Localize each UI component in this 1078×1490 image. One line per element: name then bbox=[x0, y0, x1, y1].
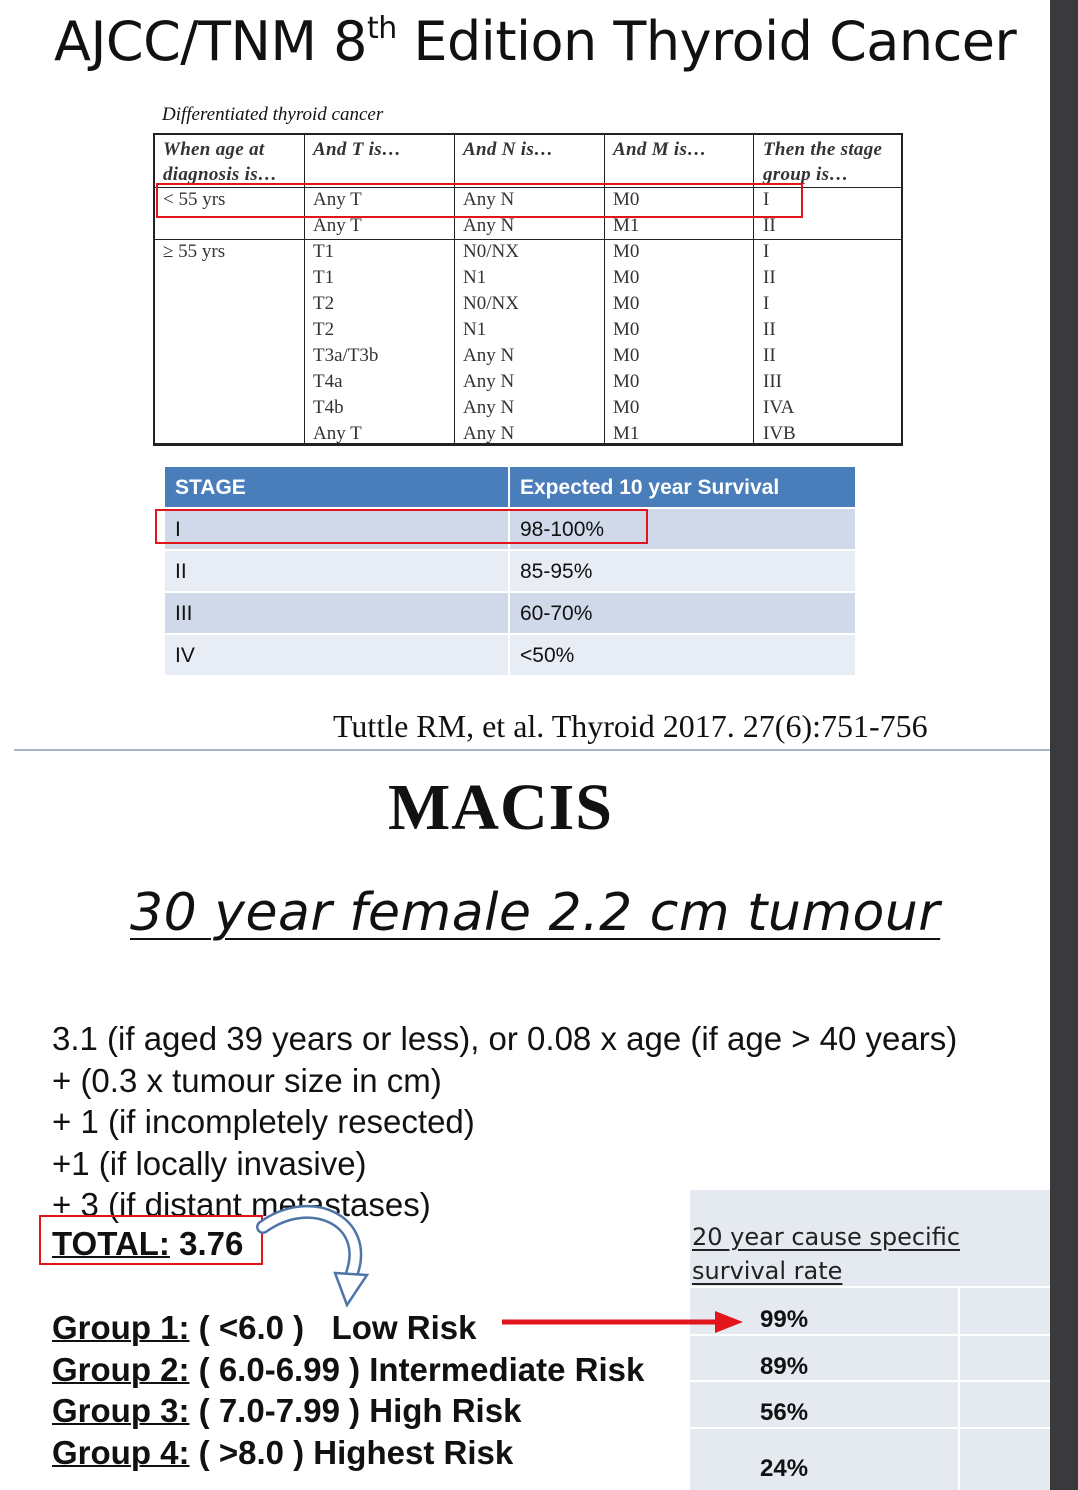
survival-stage-cell: IV bbox=[165, 635, 508, 675]
survival-rate-value: 99% bbox=[760, 1306, 809, 1333]
curved-arrow-icon bbox=[255, 1195, 375, 1315]
survival-rate-value: 24% bbox=[760, 1455, 809, 1482]
tnm-cell: N1 bbox=[463, 319, 487, 340]
tnm-cell: M1 bbox=[613, 423, 640, 444]
tnm-header-age: When age at diagnosis is… bbox=[163, 139, 278, 185]
table-row bbox=[165, 635, 855, 677]
survival-stage-cell: III bbox=[165, 593, 508, 633]
risk-group-2: Group 2: ( 6.0-6.99 ) Intermediate Risk bbox=[52, 1350, 645, 1388]
tnm-cell: II bbox=[763, 215, 776, 236]
tnm-cell: M0 bbox=[613, 345, 640, 366]
survival-value-cell: 98-100% bbox=[510, 509, 855, 549]
tnm-header-stage: Then the stage group is… bbox=[763, 139, 883, 185]
section-divider bbox=[14, 749, 1050, 751]
tnm-cell: III bbox=[763, 371, 782, 392]
survival-value-cell: <50% bbox=[510, 635, 855, 675]
highlight-row-under-55 bbox=[156, 183, 803, 218]
tnm-cell: T3a/T3b bbox=[313, 345, 379, 366]
tnm-cell: M0 bbox=[613, 371, 640, 392]
tnm-header-m: And M is… bbox=[613, 139, 707, 160]
survival-value-cell: 85-95% bbox=[510, 551, 855, 591]
survival-rate-value: 56% bbox=[760, 1399, 809, 1426]
tnm-table-caption: Differentiated thyroid cancer bbox=[162, 104, 384, 125]
tnm-cell: T2 bbox=[313, 293, 335, 314]
formula-line: 3.1 (if aged 39 years or less), or 0.08 x age (if age > 40 years) bbox=[52, 1020, 958, 1057]
tnm-cell: T1 bbox=[313, 241, 335, 262]
tnm-staging-table bbox=[153, 133, 903, 446]
highlight-stage-i bbox=[155, 509, 648, 544]
tnm-cell: IVA bbox=[763, 397, 795, 418]
survival-rate-value: 89% bbox=[760, 1353, 809, 1380]
tnm-cell: Any N bbox=[463, 345, 515, 366]
tnm-cell: Any T bbox=[313, 215, 362, 236]
tnm-cell: I bbox=[763, 293, 770, 314]
tnm-cell: N1 bbox=[463, 267, 487, 288]
risk-group-1: Group 1: ( <6.0 ) Low Risk bbox=[52, 1309, 477, 1346]
tnm-cell: Any N bbox=[463, 397, 515, 418]
tnm-cell: Any N bbox=[463, 215, 515, 236]
tnm-cell: M0 bbox=[613, 293, 640, 314]
tnm-cell: Any N bbox=[463, 189, 515, 210]
tnm-age-cell: < 55 yrs bbox=[163, 189, 226, 210]
page-title: AJCC/TNM 8th Edition Thyroid Cancer bbox=[54, 10, 1017, 73]
total-score: TOTAL: 3.76 bbox=[52, 1225, 244, 1262]
tnm-cell: M0 bbox=[613, 267, 640, 288]
tnm-cell: M0 bbox=[613, 241, 640, 262]
table-row bbox=[165, 593, 855, 635]
tnm-cell: I bbox=[763, 241, 770, 262]
tnm-cell: I bbox=[763, 189, 770, 210]
survival-stage-cell: STAGE bbox=[165, 467, 508, 507]
risk-group-3: Group 3: ( 7.0-7.99 ) High Risk bbox=[52, 1392, 522, 1429]
tnm-header-n: And N is… bbox=[463, 139, 554, 160]
tnm-cell: M0 bbox=[613, 189, 640, 210]
tnm-age-cell: ≥ 55 yrs bbox=[163, 241, 226, 262]
risk-group-4: Group 4: ( >8.0 ) Highest Risk bbox=[52, 1433, 514, 1471]
red-arrow-icon bbox=[500, 1308, 745, 1338]
survival-table-header bbox=[165, 467, 855, 509]
macis-title: MACIS bbox=[388, 771, 614, 844]
table-row bbox=[165, 551, 855, 593]
tnm-cell: M1 bbox=[613, 215, 640, 236]
formula-line: + 1 (if incompletely resected) bbox=[52, 1103, 475, 1140]
tnm-cell: N0/NX bbox=[463, 241, 519, 262]
tnm-cell: M0 bbox=[613, 397, 640, 418]
formula-line: + 3 (if distant metastases) bbox=[52, 1186, 431, 1223]
tnm-cell: IVB bbox=[763, 423, 796, 444]
formula-line: +1 (if locally invasive) bbox=[52, 1144, 367, 1182]
survival-rate-table bbox=[690, 1190, 1050, 1490]
tnm-cell: M0 bbox=[613, 319, 640, 340]
formula-line: + (0.3 x tumour size in cm) bbox=[52, 1061, 442, 1099]
survival-rate-header: 20 year cause specific survival rate bbox=[692, 1223, 961, 1285]
survival-stage-cell: I bbox=[165, 509, 508, 549]
survival-value-cell: Expected 10 year Survival bbox=[510, 467, 855, 507]
case-title: 30 year female 2.2 cm tumour bbox=[130, 883, 941, 943]
highlight-total bbox=[39, 1215, 263, 1265]
tnm-cell: T4a bbox=[313, 371, 343, 392]
tnm-cell: T2 bbox=[313, 319, 335, 340]
tnm-cell: Any N bbox=[463, 423, 515, 444]
survival-value-cell: 60-70% bbox=[510, 593, 855, 633]
tnm-cell: N0/NX bbox=[463, 293, 519, 314]
tnm-cell: Any T bbox=[313, 423, 362, 444]
survival-stage-cell: II bbox=[165, 551, 508, 591]
tnm-cell: T1 bbox=[313, 267, 335, 288]
citation: Tuttle RM, et al. Thyroid 2017. 27(6):751-756 bbox=[333, 708, 928, 744]
tnm-cell: II bbox=[763, 345, 776, 366]
tnm-cell: II bbox=[763, 319, 776, 340]
tnm-header-t: And T is… bbox=[313, 139, 402, 160]
tnm-cell: Any T bbox=[313, 189, 362, 210]
tnm-cell: II bbox=[763, 267, 776, 288]
tnm-cell: Any N bbox=[463, 371, 515, 392]
tnm-cell: T4b bbox=[313, 397, 344, 418]
